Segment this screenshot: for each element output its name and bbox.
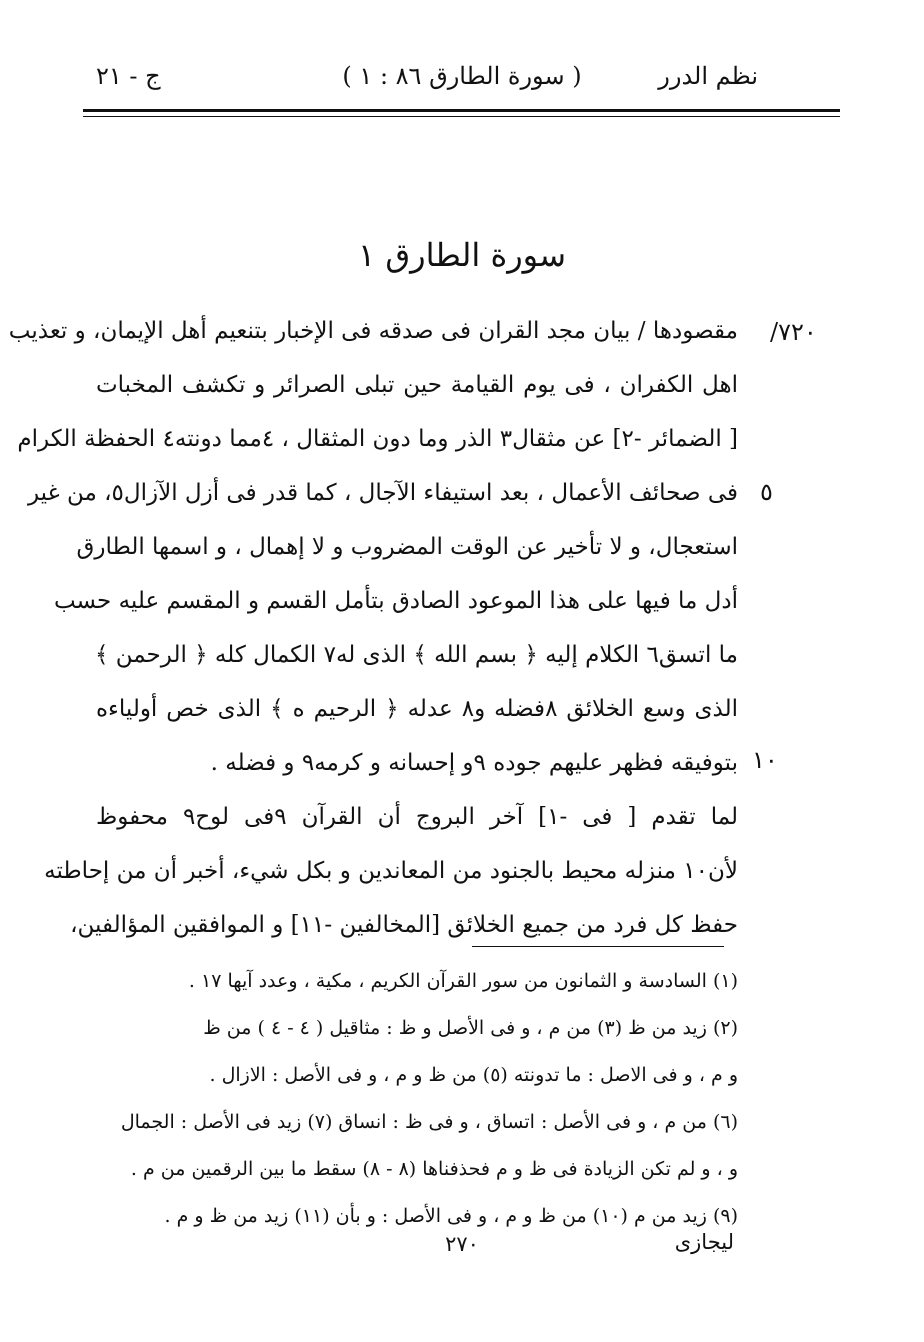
- footnote-line: و م ، و فى الاصل : ما تدونته (٥) من ظ و م ، و فى الأصل : الازال .: [209, 1064, 738, 1086]
- text-line: لما تقدم [ فى -١] آخر البروج أن القرآن ٩فى لوح٩ محفوظ: [96, 804, 739, 830]
- page-number: ٢٧٠: [445, 1232, 479, 1256]
- header-rule-thin: [83, 116, 840, 117]
- footnote-line: (١) السادسة و الثمانون من سور القرآن الكريم ، مكية ، وعدد آيها ١٧ .: [188, 970, 738, 992]
- running-header-book-title: نظم الدرر: [658, 62, 758, 90]
- running-header-volume: ج - ٢١: [96, 62, 161, 90]
- footnote-line: (٦) من م ، و فى الأصل : اتساق ، و فى ظ : انساق (٧) زيد فى الأصل : الجمال: [120, 1111, 738, 1133]
- margin-folio-number: ٧٢٠/: [770, 318, 817, 346]
- text-line: اهل الكفران ، فى يوم القيامة حين تبلى الصرائر و تكشف المخبات: [96, 372, 738, 398]
- printer-name: ليجازى: [674, 1230, 734, 1254]
- text-line: فى صحائف الأعمال ، بعد استيفاء الآجال ، كما قدر فى أزل الآزال٥، من غير: [27, 480, 738, 506]
- text-line: بتوفيقه فظهر عليهم جوده ٩و إحسانه و كرمه٩ و فضله .: [210, 750, 738, 776]
- margin-line-number-10: ١٠: [752, 746, 778, 774]
- footnote-line: (٩) زيد من م (١٠) من ظ و م ، و فى الأصل : و بأن (١١) زيد من ظ و م .: [164, 1205, 738, 1227]
- text-line: [ الضمائر -٢] عن مثقال٣ الذر وما دون المثقال ، ٤مما دونته٤ الحفظة الكرام: [17, 426, 738, 452]
- footnotes: [96, 958, 738, 1240]
- surah-title: سورة الطارق ١: [357, 236, 566, 274]
- footnote-line: و ، و لم تكن الزيادة فى ظ و م فحذفناها (٨ - ٨) سقط ما بين الرقمين من م .: [130, 1158, 738, 1180]
- footnote-separator: [472, 946, 724, 947]
- text-line: لأن١٠ منزله محيط بالجنود من المعاندين و بكل شيء، أخبر أن من إحاطته: [44, 858, 738, 884]
- running-header-surah-ref: ( سورة الطارق ٨٦ : ١ ): [342, 62, 582, 90]
- main-text: [8, 304, 739, 952]
- header-rule-thick: [83, 109, 840, 112]
- text-line: استعجال، و لا تأخير عن الوقت المضروب و لا إهمال ، و اسمها الطارق: [76, 534, 738, 560]
- footnote-line: (٢) زيد من ظ (٣) من م ، و فى الأصل و ظ : مثاقيل ( ٤ - ٤ ) من ظ: [203, 1017, 738, 1039]
- text-line: مقصودها / بيان مجد القران فى صدقه فى الإخبار بتنعيم أهل الإيمان، و تعذيب: [8, 318, 738, 344]
- text-line: حفظ كل فرد من جميع الخلائق [المخالفين -١١] و الموافقين المؤالفين،: [70, 912, 738, 938]
- text-line: أدل ما فيها على هذا الموعود الصادق بتأمل القسم و المقسم عليه حسب: [53, 588, 738, 614]
- text-line: ما اتسق٦ الكلام إليه ﴿ بسم الله ﴾ الذى له٧ الكمال كله ﴿ الرحمن ﴾: [94, 642, 738, 668]
- text-line: الذى وسع الخلائق ٨فضله و٨ عدله ﴿ الرحيم ه ﴾ الذى خص أولياءه: [96, 696, 739, 722]
- margin-line-number-5: ٥: [760, 478, 773, 506]
